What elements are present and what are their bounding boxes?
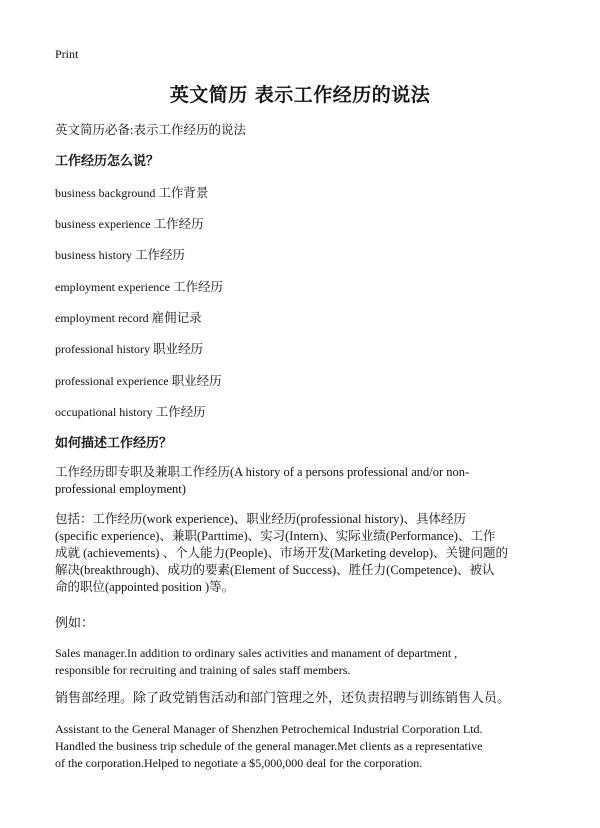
- definition-paragraph: [55, 464, 545, 498]
- term-zh: 雇佣记录: [151, 311, 202, 325]
- paragraph-line: professional employment): [55, 482, 186, 496]
- term-en: business background: [55, 186, 156, 200]
- paragraph-line: 命的职位(appointed position )等。: [55, 580, 235, 594]
- includes-paragraph: [55, 511, 545, 596]
- paragraph-line: Sales manager.In addition to ordinary sales activities and manament of department ,: [55, 646, 458, 660]
- print-link[interactable]: Print: [55, 47, 79, 61]
- term-en: business history: [55, 248, 133, 262]
- paragraph-line: 成就 (achievements) 、个人能力(People)、市场开发(Marketing develop)、关键问题的: [55, 546, 509, 560]
- paragraph-line: 工作经历即专职及兼职工作经历(A history of a persons professional and/or non-: [55, 465, 470, 479]
- term-item: [55, 339, 203, 357]
- paragraph-line: 解决(breakthrough)、成功的要素(Element of Success)、胜任力(Competence)、被认: [55, 563, 495, 577]
- term-item: [55, 214, 204, 232]
- section-heading-how-to-describe: 如何描述工作经历？: [55, 436, 173, 451]
- term-zh: 工作经历: [155, 405, 206, 419]
- term-en: professional history: [55, 342, 150, 356]
- term-item: [55, 402, 206, 420]
- term-item: [55, 371, 222, 389]
- term-en: employment record: [55, 311, 149, 325]
- paragraph-line: of the corporation.Helped to negotiate a $5,000,000 deal for the corporation.: [55, 756, 423, 770]
- term-zh: 工作经历: [135, 248, 186, 262]
- intro-text: 英文简历必备:表示工作经历的说法: [55, 123, 246, 137]
- term-item: [55, 245, 185, 263]
- term-zh: 职业经历: [153, 342, 204, 356]
- term-en: employment experience: [55, 280, 170, 294]
- term-item: [55, 308, 202, 326]
- term-item: [55, 277, 223, 295]
- example2-en-paragraph: [55, 721, 545, 772]
- page-title: 英文简历 表示工作经历的说法: [169, 84, 431, 106]
- section-heading-how-to-say: 工作经历怎么说？: [55, 154, 160, 169]
- term-zh: 工作经历: [153, 217, 204, 231]
- term-en: professional experience: [55, 374, 169, 388]
- paragraph-line: Assistant to the General Manager of Shenzhen Petrochemical Industrial Corporation Ltd.: [55, 722, 483, 736]
- term-item: [55, 183, 208, 201]
- example-label: 例如：: [55, 615, 95, 630]
- example1-en-paragraph: [55, 645, 545, 679]
- paragraph-line: Handled the business trip schedule of the general manager.Met clients as a representative: [55, 739, 483, 753]
- term-zh: 工作背景: [158, 186, 209, 200]
- example1-zh-paragraph: 销售部经理。除了政党销售活动和部门管理之外，还负责招聘与训练销售人员。: [55, 690, 511, 705]
- term-en: business experience: [55, 217, 151, 231]
- term-en: occupational history: [55, 405, 153, 419]
- paragraph-line: (specific experience)、兼职(Parttime)、实习(Intern)、实际业绩(Performance)、工作: [55, 529, 496, 543]
- term-zh: 职业经历: [171, 374, 222, 388]
- paragraph-line: 包括：工作经历(work experience)、职业经历(professional history)、具体经历: [55, 512, 467, 526]
- term-zh: 工作经历: [172, 280, 223, 294]
- paragraph-line: responsible for recruiting and training of sales staff members.: [55, 663, 351, 677]
